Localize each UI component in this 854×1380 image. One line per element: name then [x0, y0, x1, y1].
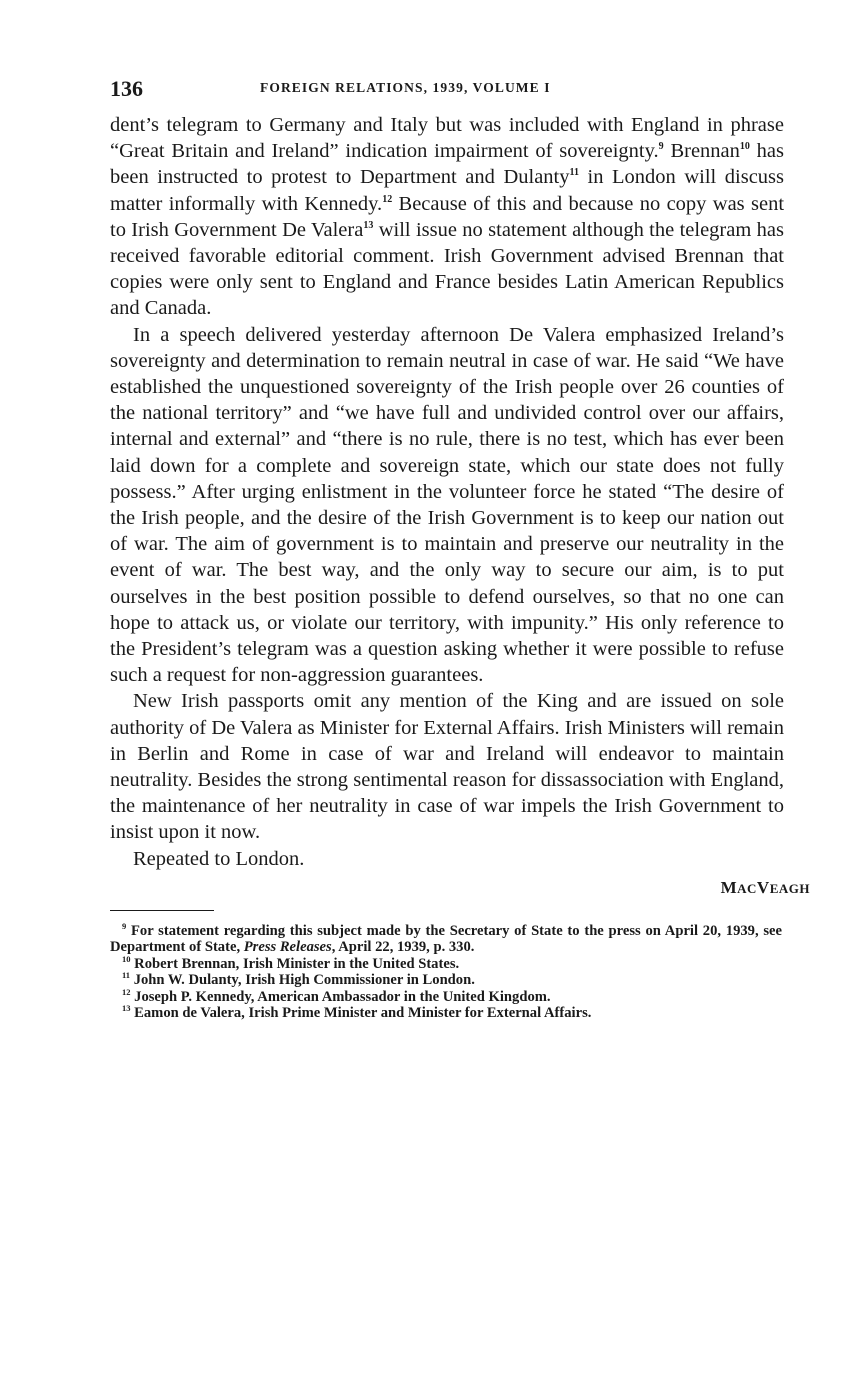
- footnote-ref-12[interactable]: 12: [382, 193, 393, 205]
- footnote-number: 13: [122, 1003, 131, 1014]
- text-run: will issue no statement although the telegram has received favorable editorial comment. Irish Government advised Brennan that copies were only sent to England and France besides Latin American Republics and Canada.: [110, 218, 784, 320]
- footnote-text: , April 22, 1939, p. 330.: [331, 939, 475, 956]
- paragraph-4: Repeated to London.: [133, 847, 305, 870]
- text-run: Because of this and because no copy was sent to Irish Government De Valera: [110, 192, 785, 241]
- text-run: in London will discuss matter informally with Kennedy.: [110, 166, 784, 215]
- signature-part: EAGH: [769, 880, 810, 896]
- page-number: 136: [110, 76, 143, 101]
- footnote-number: 10: [122, 953, 131, 964]
- footnote-11: [110, 972, 782, 988]
- footnote-text: Eamon de Valera, Irish Prime Minister and Minister for External Affairs.: [134, 1004, 592, 1021]
- signature: [110, 878, 810, 898]
- text-run: has been instructed to protest to Department and Dulanty: [110, 140, 784, 189]
- text-run: dent’s telegram to Germany and Italy but was included with England in phrase “Great Britain and Ireland” indication impairment of sovereignty.: [110, 114, 784, 163]
- footnote-text: Robert Brennan, Irish Minister in the United States.: [134, 955, 460, 972]
- footnote-ref-9[interactable]: 9: [658, 141, 664, 153]
- footnote-12: [110, 986, 782, 1005]
- footnote-text: Joseph P. Kennedy, American Ambassador in the United Kingdom.: [134, 988, 551, 1005]
- footnote-text: John W. Dulanty, Irish High Commissioner in London.: [133, 972, 475, 989]
- paragraph-3: New Irish passports omit any mention of the King and are issued on sole authority of De Valera as Minister for External Affairs. Irish Ministers will remain in Berlin and Rome in case of war and Ireland will endeavor to maintain neutrality. Besides the strong sentimental reason for dissassociation with England, the maintenance of her neutrality in case of war impels the Irish Government to insist upon it now.: [110, 690, 784, 844]
- running-title: FOREIGN RELATIONS, 1939, VOLUME I: [260, 80, 551, 95]
- paragraph-2: In a speech delivered yesterday afternoon De Valera emphasized Ireland’s sovereignty and determination to remain neutral in case of war. He said “We have established the unquestioned sovereignty of the Irish people over 26 counties of the national territory” and “we have full and undivided control over our affairs, internal and external” and “there is no rule, there is no test, which has ever been laid down for a complete and sovereign state, which our state does not fully possess.” After urging enlistment in the volunteer force he stated “The desire of the Irish people, and the desire of the Irish Government is to keep our nation out of war. The aim of government is to maintain and preserve our neutrality in the event of war. The best way, and the only way to secure our aim, is to put ourselves in the best position possible to defend ourselves, so that no one can hope to attack us, or violate our territory, with impunity.” His only reference to the President’s telegram was a question asking whether it were possible to refuse such a request for non-aggression guarantees.: [110, 323, 784, 687]
- footnote-ref-10[interactable]: 10: [739, 141, 750, 153]
- document-page: [110, 76, 810, 1021]
- footnote-text: For statement regarding this subject made by the Secretary of State to the press on April 20, 1939, see Department of State,: [110, 922, 782, 956]
- footnote-number: 9: [122, 921, 127, 932]
- footnote-10: [110, 953, 782, 972]
- paragraph-1: [110, 112, 784, 322]
- footnote-9: [110, 923, 782, 956]
- signature-part: M: [720, 877, 738, 897]
- running-head: [110, 76, 784, 104]
- footnote-number: 11: [122, 970, 131, 981]
- footnote-divider: [110, 910, 214, 911]
- body-text: [110, 112, 784, 872]
- text-run: Brennan: [663, 140, 740, 163]
- signature-part: AC: [737, 880, 757, 896]
- footnote-ref-13[interactable]: 13: [363, 219, 374, 231]
- footnote-ref-11[interactable]: 11: [569, 167, 579, 179]
- footnote-italic-text: Press Releases: [243, 939, 332, 956]
- footnote-number: 12: [122, 986, 131, 997]
- footnotes: [110, 923, 782, 1021]
- signature-part: V: [756, 877, 770, 897]
- footnote-13: [110, 1005, 782, 1021]
